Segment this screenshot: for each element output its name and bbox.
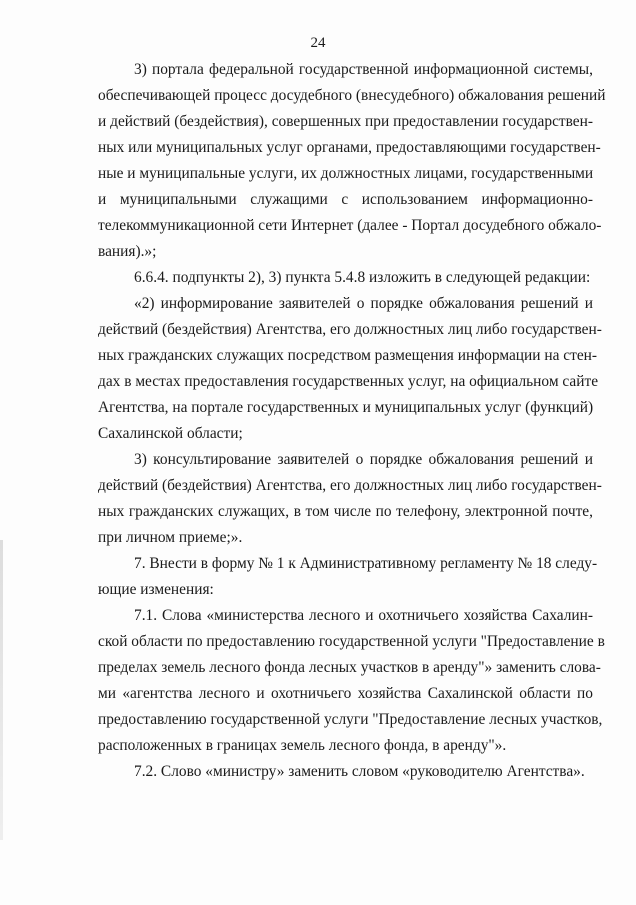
scan-edge-shadow xyxy=(0,540,3,840)
text-line: ных гражданских служащих посредством размещения информации на стен- xyxy=(98,347,598,364)
text-line: ные и муниципальные услуги, их должностных лицами, государственными xyxy=(98,165,594,182)
text-line: 7.2. Слово «министру» заменить словом «руководителю Агентства». xyxy=(134,763,585,780)
text-line: ющие изменения: xyxy=(98,581,214,598)
text-line: и муниципальными служащими с использованием информационно- xyxy=(98,191,593,208)
text-line: пределах земель лесного фонда лесных участков в аренду"» заменить слова- xyxy=(98,659,601,676)
text-line: предоставлению государственной услуги "Предоставление лесных участков, xyxy=(98,711,603,728)
text-line: ми «агентства лесного и охотничьего хозяйства Сахалинской области по xyxy=(98,685,593,702)
text-line: телекоммуникационной сети Интернет (далее - Портал досудебного обжало- xyxy=(98,217,602,234)
text-line: при личном приеме;». xyxy=(98,529,243,546)
text-line: 6.6.4. подпункты 2), 3) пункта 5.4.8 изложить в следующей редакции: xyxy=(134,269,591,286)
text-line: 7.1. Слова «министерства лесного и охотничьего хозяйства Сахалин- xyxy=(134,607,593,624)
text-line: ской области по предоставлению государственной услуги "Предоставление в xyxy=(98,633,605,650)
text-line: ных или муниципальных услуг органами, предоставляющими государствен- xyxy=(98,139,601,156)
text-line: Агентства, на портале государственных и муниципальных услуг (функций) xyxy=(98,399,594,416)
text-line: действий (бездействия) Агентства, его должностных лиц либо государствен- xyxy=(98,321,602,338)
text-line: вания).»; xyxy=(98,243,157,260)
text-line: 7. Внести в форму № 1 к Административному регламенту № 18 следу- xyxy=(134,555,598,572)
text-line: «2) информирование заявителей о порядке обжалования решений и xyxy=(134,295,593,312)
page-number: 24 xyxy=(310,35,326,51)
text-line: 3) портала федеральной государственной информационной системы, xyxy=(134,61,593,78)
text-line: расположенных в границах земель лесного фонда, в аренду"». xyxy=(98,737,507,754)
text-line: обеспечивающей процесс досудебного (внесудебного) обжалования решений xyxy=(98,87,606,104)
text-line: дах в местах предоставления государственных услуг, на официальном сайте xyxy=(98,373,599,390)
text-line: и действий (бездействия), совершенных при предоставлении государствен- xyxy=(98,113,593,130)
text-line: действий (бездействия) Агентства, его должностных лиц либо государствен- xyxy=(98,477,602,494)
text-line: Сахалинской области; xyxy=(98,425,243,442)
text-line: 3) консультирование заявителей о порядке обжалования решений и xyxy=(134,451,593,468)
text-line: ных гражданских служащих, в том числе по телефону, электронной почте, xyxy=(98,503,593,520)
